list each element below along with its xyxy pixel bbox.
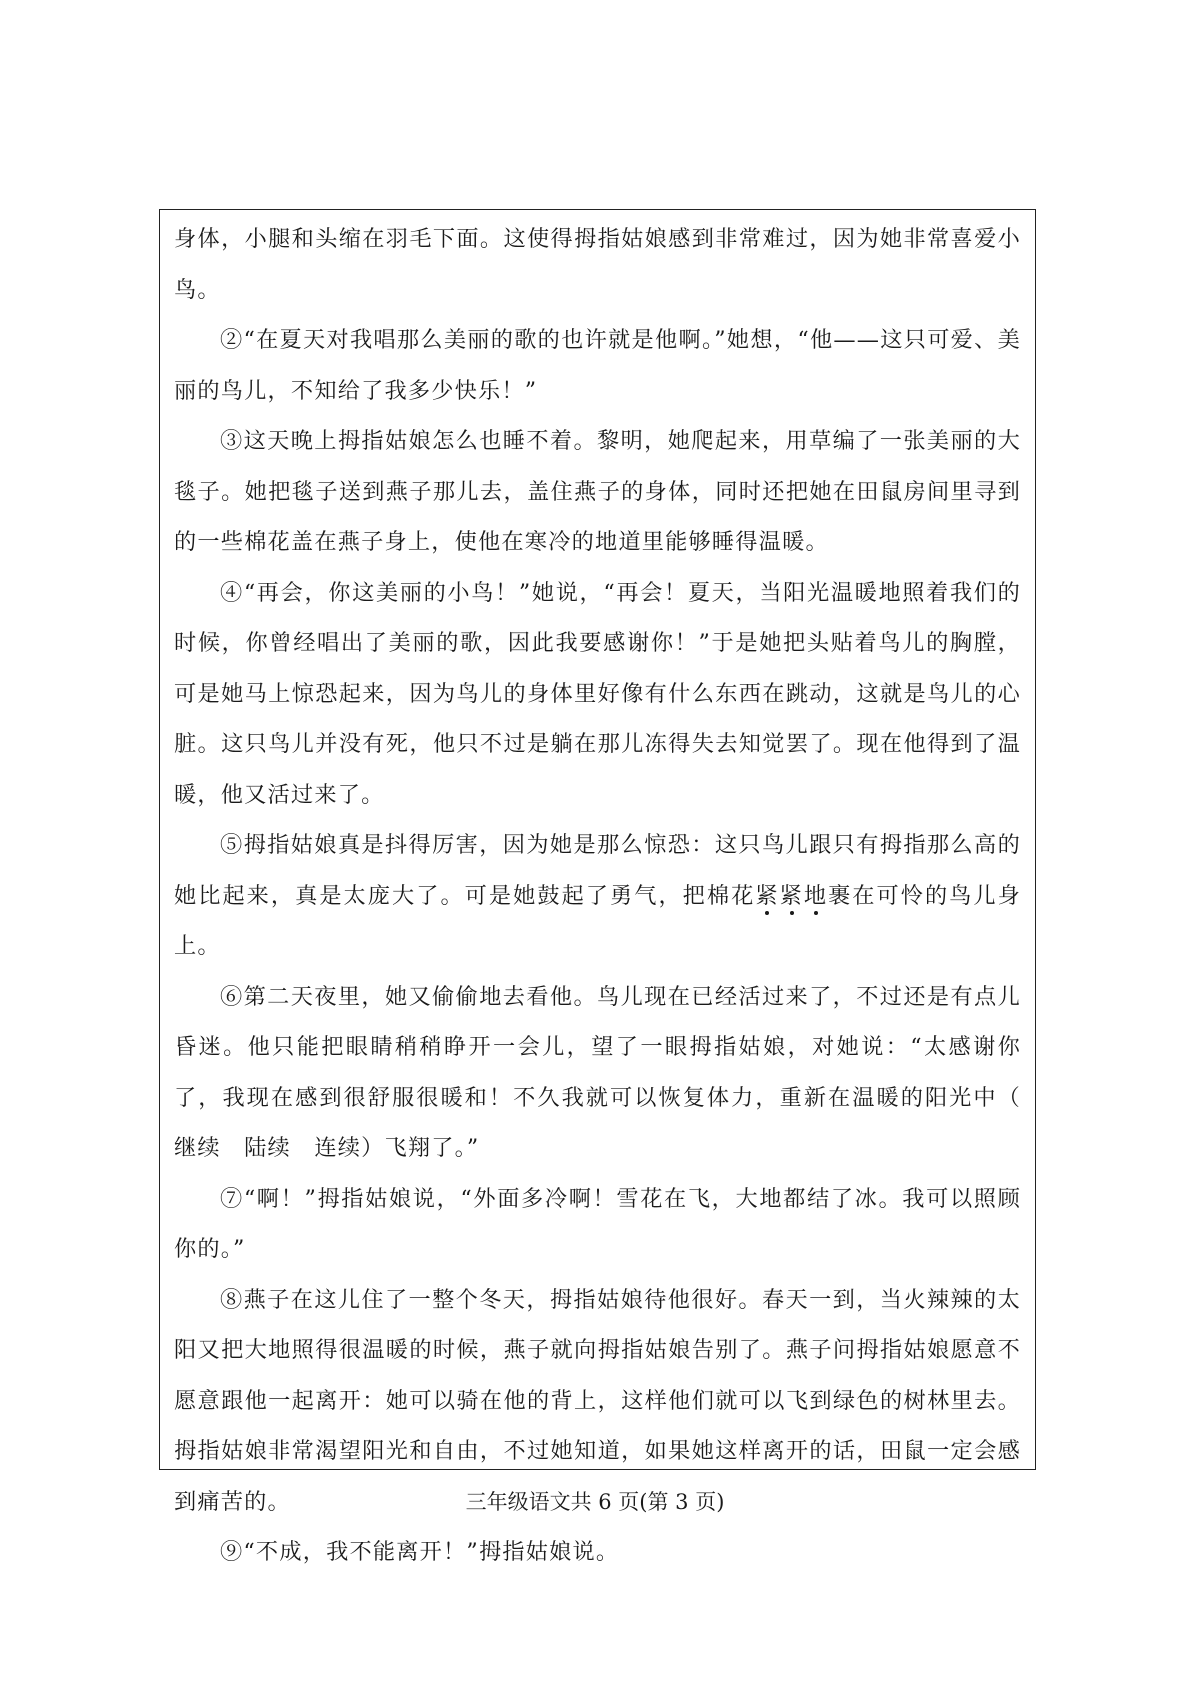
paragraph-continued: 身体，小腿和头缩在羽毛下面。这使得拇指姑娘感到非常难过，因为她非常喜爱小鸟。 bbox=[174, 226, 1021, 303]
emphasis-dot-char: 地 bbox=[803, 882, 829, 909]
paragraph-5-text-before: ⑤拇指姑娘真是抖得厉害，因为她是那么惊恐：这只鸟儿跟只有拇指那么高的她比起来，真是太庞大了。可是她鼓起了勇气，把棉花 bbox=[174, 832, 1021, 909]
emphasis-dot-char: 紧 bbox=[755, 882, 780, 909]
paragraph-4: ④“再会，你这美丽的小鸟！”她说，“再会！夏天，当阳光温暖地照着我们的时候，你曾经唱出了美丽的歌，因此我要感谢你！”于是她把头贴着鸟儿的胸膛，可是她马上惊恐起来，因为鸟儿的身体里好像有什么东西在跳动，这就是鸟儿的心脏。这只鸟儿并没有死，他只不过是躺在那儿冻得失去知觉罢了。现在他得到了温暖，他又活过来了。 bbox=[174, 579, 1021, 808]
page-footer: 三年级语文共 6 页(第 3 页) bbox=[465, 1490, 725, 1514]
emphasis-dot-char: 紧 bbox=[779, 882, 804, 909]
paragraph-3: ③这天晚上拇指姑娘怎么也睡不着。黎明，她爬起来，用草编了一张美丽的大毯子。她把毯子送到燕子那儿去，盖住燕子的身体，同时还把她在田鼠房间里寻到的一些棉花盖在燕子身上，使他在寒冷的地道里能够睡得温暖。 bbox=[174, 428, 1021, 555]
paragraph-8: ⑧燕子在这儿住了一整个冬天，拇指姑娘待他很好。春天一到，当火辣辣的太阳又把大地照得很温暖的时候，燕子就向拇指姑娘告别了。燕子问拇指姑娘愿意不愿意跟他一起离开：她可以骑在他的背上，这样他们就可以飞到绿色的树林里去。拇指姑娘非常渴望阳光和自由，不过她知道，如果她这样离开的话，田鼠一定会感到痛苦的。 bbox=[174, 1286, 1021, 1515]
paragraph-5-text-after: 裹在可怜的鸟儿身上。 bbox=[174, 882, 1022, 959]
paragraph-5 bbox=[174, 820, 1021, 972]
paragraph-2: ②“在夏天对我唱那么美丽的歌的也许就是他啊。”她想，“他——这只可爱、美丽的鸟儿，不知给了我多少快乐！” bbox=[174, 327, 1021, 404]
paragraph-6: ⑥第二天夜里，她又偷偷地去看他。鸟儿现在已经活过来了，不过还是有点儿昏迷。他只能把眼睛稍稍睁开一会儿，望了一眼拇指姑娘，对她说：“太感谢你了，我现在感到很舒服很暖和！不久我就可以恢复体力，重新在温暖的阳光中（ 继续 陆续 连续）飞翔了。” bbox=[174, 983, 1021, 1161]
paragraph-9: ⑨“不成，我不能离开！”拇指姑娘说。 bbox=[220, 1539, 620, 1565]
paragraph-7: ⑦“啊！”拇指姑娘说，“外面多冷啊！雪花在飞，大地都结了冰。我可以照顾你的。” bbox=[174, 1185, 1021, 1262]
